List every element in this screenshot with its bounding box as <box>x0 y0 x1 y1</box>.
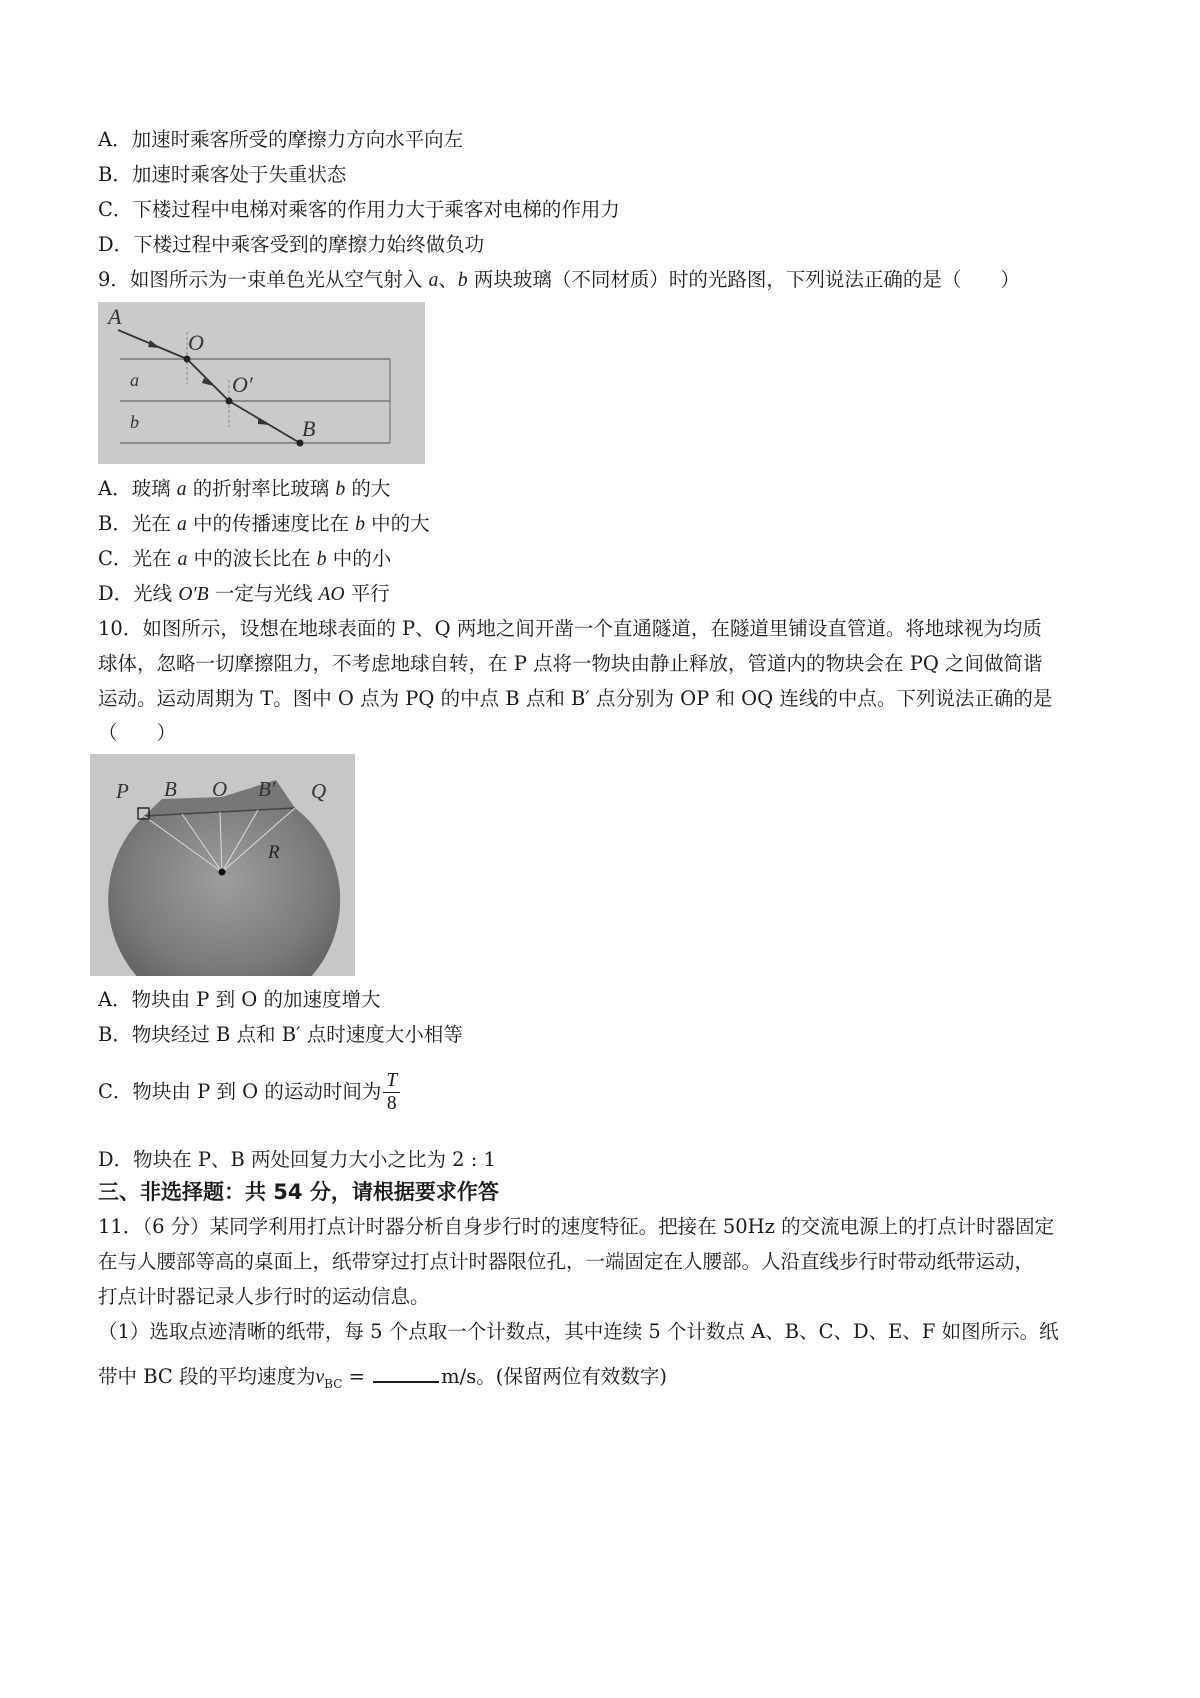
q11-velocity-subscript: BC <box>324 1376 343 1391</box>
q9-option-d-sym-ob: O′B <box>178 584 209 605</box>
q9-option-a-text3: 的大 <box>351 477 391 500</box>
q9-sep: 、 <box>438 268 458 291</box>
q11-line1: 11．（6 分）某同学利用打点计时器分析自身步行时的速度特征。把接在 50Hz 的交流电源上的打点计时器固定 <box>98 1215 1055 1238</box>
q11-answer-blank[interactable] <box>373 1363 439 1383</box>
section-heading: 三、非选择题：共 54 分，请根据要求作答 <box>98 1180 499 1204</box>
q9-fig-label-layer-a: a <box>130 370 139 390</box>
q9-fig-label-layer-b: b <box>130 412 139 432</box>
q9-option-b-text1: B．光在 <box>98 512 171 535</box>
q11-line5-text1: 带中 BC 段的平均速度为 <box>98 1365 316 1388</box>
q10-figure-drawing <box>90 754 355 976</box>
q9-option-a-text1: A．玻璃 <box>98 477 171 500</box>
q9-option-d-text1: D．光线 <box>98 582 173 605</box>
q10-option-c-text: C．物块由 P 到 O 的运动时间为 <box>98 1080 382 1103</box>
q10-option-c-fraction <box>383 1070 400 1115</box>
q9-figure-drawing <box>98 302 425 464</box>
q9-symbol-a: a <box>428 270 439 291</box>
q10-fig-label-b: B <box>164 777 177 801</box>
q9-fig-label-o: O <box>188 330 204 355</box>
q10-stem-line3: 运动。运动周期为 T。图中 O 点为 PQ 的中点 B 点和 B′ 点分别为 OP 和 OQ 连线的中点。下列说法正确的是 <box>98 687 1053 710</box>
q11-line2: 在与人腰部等高的桌面上，纸带穿过打点计时器限位孔，一端固定在人腰部。人沿直线步行时带动纸带运动， <box>98 1250 1035 1273</box>
q9-light-path-figure <box>98 302 425 464</box>
q9-option-c-text2: 中的波长比在 <box>193 547 311 570</box>
q11-line4: （1）选取点迹清晰的纸带，每 5 个点取一个计数点，其中连续 5 个计数点 A、B、C、D、E、F 如图所示。纸 <box>98 1320 1059 1343</box>
q10-stem-line1: 10．如图所示，设想在地球表面的 P、Q 两地之间开凿一个直通隧道，在隧道里铺设直管道。将地球视为均质 <box>98 617 1042 640</box>
q10-fraction-numerator: T <box>383 1070 400 1093</box>
q9-option-d-text2: 一定与光线 <box>214 582 313 605</box>
q10-option-c <box>98 1070 400 1115</box>
q11-velocity-symbol: v <box>315 1367 325 1388</box>
q9-option-c <box>98 546 391 573</box>
q9-fig-label-o-prime: O′ <box>232 372 253 397</box>
q9-option-b-sym-b: b <box>355 514 365 535</box>
q9-option-d-text3: 平行 <box>350 582 390 605</box>
q9-option-b-text3: 中的大 <box>371 512 430 535</box>
q9-option-a-sym-a: a <box>176 479 187 500</box>
q10-stem-line2: 球体，忽略一切摩擦阻力，不考虑地球自转，在 P 点将一物块由静止释放，管道内的物块会在 PQ 之间做简谐 <box>98 652 1043 675</box>
q9-fig-label-a-point: A <box>108 304 122 329</box>
q9-stem <box>98 267 1020 294</box>
q10-fig-label-r: R <box>268 842 280 863</box>
q8-option-b: B．加速时乘客处于失重状态 <box>98 163 347 186</box>
q9-option-c-text3: 中的小 <box>332 547 392 570</box>
q9-symbol-b: b <box>457 270 468 291</box>
q9-number: 9． <box>98 268 130 291</box>
q9-stem-part1: 如图所示为一束单色光从空气射入 <box>129 268 423 291</box>
q11-line5 <box>98 1363 667 1397</box>
q10-option-a: A．物块由 P 到 O 的加速度增大 <box>98 988 381 1011</box>
q9-fig-label-b-point: B <box>302 416 316 441</box>
q10-option-d: D．物块在 P、B 两处回复力大小之比为 2 : 1 <box>98 1148 496 1171</box>
q9-option-b <box>98 511 430 538</box>
q11-equals: = <box>342 1365 372 1388</box>
q11-line3: 打点计时器记录人步行时的运动信息。 <box>98 1285 430 1308</box>
q10-earth-tunnel-figure <box>90 754 355 976</box>
q10-fraction-denominator: 8 <box>386 1093 397 1114</box>
q9-option-a-sym-b: b <box>335 479 346 500</box>
q10-option-b: B．物块经过 B 点和 B′ 点时速度大小相等 <box>98 1023 463 1046</box>
q11-line5-text2: m/s。(保留两位有效数字) <box>441 1365 667 1388</box>
q9-option-c-sym-b: b <box>316 549 327 570</box>
q9-option-d-sym-ao: AO <box>318 584 345 605</box>
q10-stem-line4: （ ） <box>98 721 177 744</box>
q9-option-d <box>98 581 390 608</box>
q10-fig-label-o: O <box>212 777 228 801</box>
q9-option-a <box>98 476 390 503</box>
q9-stem-part2: 两块玻璃（不同材质）时的光路图，下列说法正确的是（ ） <box>473 268 1020 291</box>
q9-option-b-sym-a: a <box>177 514 187 535</box>
q10-fig-label-q: Q <box>311 779 327 803</box>
q10-fig-label-p: P <box>116 779 129 803</box>
q9-option-c-sym-a: a <box>177 549 188 570</box>
q8-option-c: C．下楼过程中电梯对乘客的作用力大于乘客对电梯的作用力 <box>98 198 620 221</box>
q8-option-a: A．加速时乘客所受的摩擦力方向水平向左 <box>98 128 464 151</box>
q9-option-c-text1: C．光在 <box>98 547 172 570</box>
q9-option-a-text2: 的折射率比玻璃 <box>192 477 330 500</box>
q8-option-d: D．下楼过程中乘客受到的摩擦力始终做负功 <box>98 233 485 256</box>
q10-fig-label-b-prime: B′ <box>258 777 276 801</box>
q9-option-b-text2: 中的传播速度比在 <box>193 512 350 535</box>
